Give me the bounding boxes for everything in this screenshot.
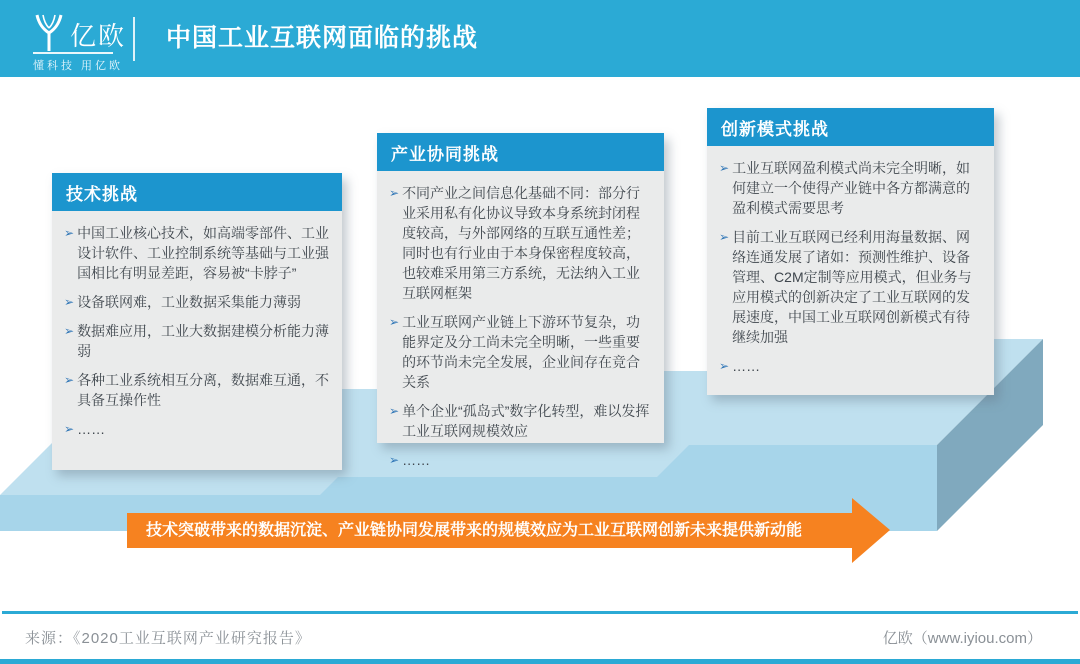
item-text: 目前工业互联网已经利用海量数据、网络连通发展了诸如：预测性维护、设备管理、C2M定制等应用模式，但业务与应用模式的创新决定了工业互联网的发展速度，中国工业互联网创新模式有待继续加强 bbox=[732, 229, 972, 345]
bullet-arrow-icon: ➢ bbox=[64, 422, 75, 436]
bullet-arrow-icon: ➢ bbox=[719, 359, 730, 373]
footer-bottom-bar bbox=[0, 659, 1080, 664]
item-text: 数据难应用，工业大数据建模分析能力薄弱 bbox=[77, 323, 330, 359]
item-text: …… bbox=[732, 358, 761, 374]
bullet-arrow-icon: ➢ bbox=[719, 230, 730, 244]
page-title: 中国工业互联网面临的挑战 bbox=[166, 24, 479, 52]
logo-text: 亿欧 bbox=[70, 21, 127, 51]
bullet-arrow-icon: ➢ bbox=[64, 373, 75, 387]
logo-tagline: 懂科技 用亿欧 bbox=[33, 60, 124, 72]
item-text: …… bbox=[77, 421, 106, 437]
item-text: 各种工业系统相互分离，数据难互通，不具备互操作性 bbox=[77, 372, 330, 408]
item-text: …… bbox=[402, 452, 431, 468]
bullet-arrow-icon: ➢ bbox=[389, 404, 400, 418]
footer-divider-line bbox=[2, 611, 1078, 614]
item-text: 工业互联网产业链上下游环节复杂，功能界定及分工尚未完全明晰，一些重要的环节尚未完全发展，企业间存在竞合关系 bbox=[402, 314, 641, 390]
footer-brand-text: 亿欧（www.iyiou.com） bbox=[882, 630, 1042, 647]
bullet-arrow-icon: ➢ bbox=[389, 315, 400, 329]
item-text: 单个企业“孤岛式”数字化转型，难以发挥工业互联网规模效应 bbox=[402, 403, 650, 439]
arrow-banner-text: 技术突破带来的数据沉淀、产业链协同发展带来的规模效应为工业互联网创新未来提供新动能 bbox=[146, 522, 803, 539]
bullet-arrow-icon: ➢ bbox=[389, 453, 400, 467]
bullet-arrow-icon: ➢ bbox=[64, 324, 75, 338]
bullet-arrow-icon: ➢ bbox=[719, 161, 730, 175]
bullet-arrow-icon: ➢ bbox=[64, 226, 75, 240]
card-title: 产业协同挑战 bbox=[377, 133, 664, 171]
footer-source-text: 来源：《2020工业互联网产业研究报告》 bbox=[25, 630, 311, 647]
item-text: 不同产业之间信息化基础不同：部分行业采用私有化协议导致本身系统封闭程度较高，与外部网络的互联互通性差；同时也有行业由于本身保密程度较高，也较难采用第三方系统，无法纳入工业互联网框架 bbox=[402, 185, 641, 301]
bullet-arrow-icon: ➢ bbox=[389, 186, 400, 200]
card-title: 创新模式挑战 bbox=[707, 108, 994, 146]
item-text: 工业互联网盈利模式尚未完全明晰，如何建立一个使得产业链中各方都满意的盈利模式需要思考 bbox=[732, 160, 971, 216]
item-text: 中国工业核心技术，如高端零部件、工业设计软件、工业控制系统等基础与工业强国相比有明显差距，容易被“卡脖子” bbox=[77, 225, 330, 281]
card-title: 技术挑战 bbox=[52, 173, 342, 211]
item-text: 设备联网难，工业数据采集能力薄弱 bbox=[77, 294, 302, 310]
bullet-arrow-icon: ➢ bbox=[64, 295, 75, 309]
